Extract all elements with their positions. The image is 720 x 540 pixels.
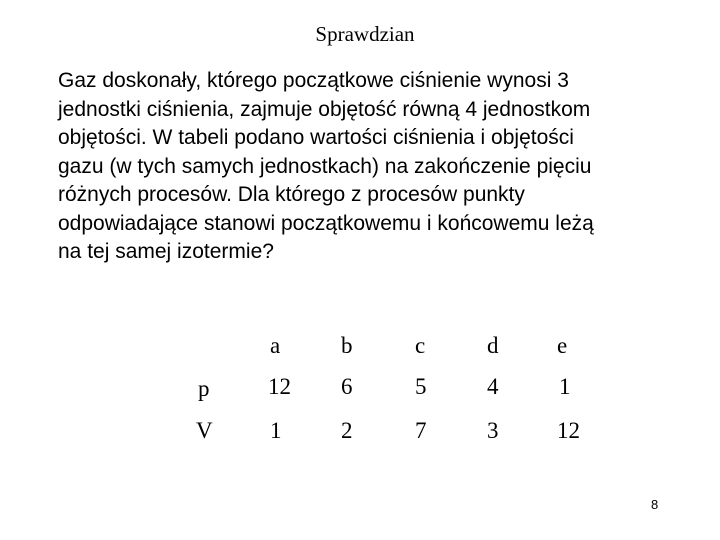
table-cell: 6 <box>341 374 353 399</box>
column-header-e: e <box>557 333 568 358</box>
table-cell: 1 <box>270 418 282 443</box>
question-line: odpowiadające stanowi początkowemu i końcowemu leżą <box>58 211 594 235</box>
column-header-a: a <box>270 333 281 358</box>
question-line: na tej samej izotermie? <box>58 240 274 263</box>
table-cell: 7 <box>415 418 427 443</box>
question-line: jednostki ciśnienia, zajmuje objętość równą 4 jednostkom <box>58 97 591 121</box>
table-cell: 4 <box>487 374 499 399</box>
table-cell: 2 <box>341 418 353 443</box>
row-label-v: V <box>196 418 213 443</box>
row-label-p: p <box>198 376 210 401</box>
page-number: 8 <box>651 497 659 512</box>
column-header-b: b <box>341 333 353 358</box>
column-header-c: c <box>415 333 426 358</box>
column-header-d: d <box>487 333 499 358</box>
question-line: objętości. W tabeli podano wartości ciśnienia i objętości <box>58 126 574 149</box>
question-text <box>58 67 698 267</box>
slide-title: Sprawdzian <box>315 22 415 46</box>
table-cell: 12 <box>268 374 291 399</box>
table-cell: 12 <box>557 418 580 443</box>
table-cell: 3 <box>487 418 499 443</box>
table-cell: 1 <box>559 374 571 399</box>
question-line: gazu (w tych samych jednostkach) na zakończenie pięciu <box>58 154 592 178</box>
question-line: różnych procesów. Dla którego z procesów punkty <box>58 183 525 206</box>
question-line: Gaz doskonały, którego początkowe ciśnienie wynosi 3 <box>58 69 569 92</box>
table-cell: 5 <box>415 374 427 399</box>
